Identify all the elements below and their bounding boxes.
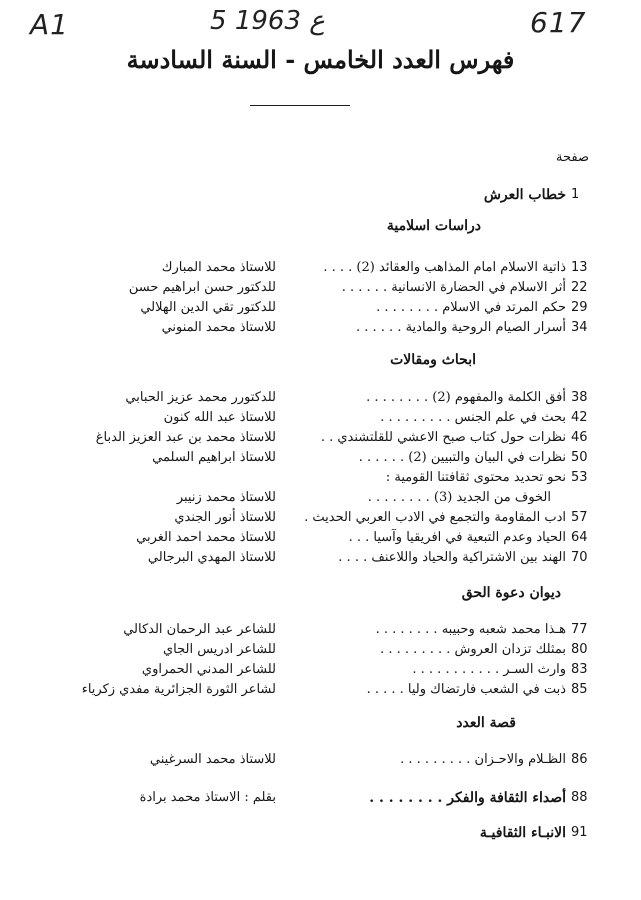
page-column-label: صفحة [556,150,589,165]
toc-entry [0,300,641,320]
entry-author: للدكتور تقي الدين الهلالي [140,300,276,315]
entry-title: نظرات حول كتاب صبح الاعشي للقلتشندي . . [320,430,566,445]
entry-page-number: 1 [571,187,580,202]
toc-entry [0,530,641,550]
entry-page-number: 22 [571,280,588,295]
entry-author: للاستاذ محمد بن عبد العزيز الدباغ [95,430,276,445]
entry-page-number: 53 [571,470,588,485]
entry-author: للدكتور حسن ابراهيم حسن [128,280,276,295]
entry-author: للاستاذ محمد المبارك [161,260,276,275]
entry-page-number: 50 [571,450,588,465]
entry-title: أصداء الثقافة والفكر . . . . . . . . [369,790,566,806]
entry-title: الظـلام والاحـزان . . . . . . . . . [400,752,566,767]
entry-title: بحث في علم الجنس . . . . . . . . . [380,410,566,425]
toc-entry [0,390,641,410]
toc-entry [0,790,641,810]
toc-entry [0,450,641,470]
entry-title: الانبـاء الثقافيـة [479,825,566,841]
toc-entry [0,260,641,280]
entry-author: للدكتورر محمد عزيز الحبابي [125,390,276,405]
entry-title: وارث السـر . . . . . . . . . . . [412,662,566,677]
entry-page-number: 86 [571,752,588,767]
toc-entry [0,642,641,662]
entry-author: بقلم : الاستاذ محمد برادة [139,790,276,805]
toc-entry [0,622,641,642]
entry-title: بمثلك تزدان العروش . . . . . . . . . [380,642,566,657]
title-divider [250,105,350,106]
toc-entry [0,550,641,570]
entry-page-number: 38 [571,390,588,405]
entry-page-number: 34 [571,320,588,335]
entry-author: للاستاذ محمد المنوني [161,320,276,335]
entry-title: خطاب العرش [483,187,566,203]
section-heading: قصة العدد [456,715,516,731]
entry-title: ذاتية الاسلام امام المذاهب والعقائد (2) . . . . [323,260,566,275]
entry-page-number: 57 [571,510,588,525]
entry-title: أثر الاسلام في الحضارة الانسانية . . . . . . [341,280,566,295]
section-heading: ديوان دعوة الحق [461,585,561,601]
toc-entry [0,280,641,300]
entry-title: الخوف من الجديد (3) . . . . . . . . [367,490,551,505]
entry-author: للشاعر عبد الرحمان الدكالي [123,622,276,637]
entry-page-number: 42 [571,410,588,425]
entry-title: الهند بين الاشتراكية والحياد واللاعنف . . . . [338,550,566,565]
entry-author: للاستاذ أنور الجندي [174,510,276,525]
entry-title: هـذا محمد شعبه وحبيبه . . . . . . . . [375,622,566,637]
handwritten-code: 617 [530,6,587,39]
entry-title: نحو تحديد محتوى ثقافتنا القومية : [385,470,566,485]
entry-page-number: 46 [571,430,588,445]
handwritten-date: 5 ع 1963 [210,6,325,36]
section-heading: ابحاث ومقالات [390,352,476,368]
entry-author: للاستاذ عبد الله كنون [163,410,276,425]
toc-entry [0,430,641,450]
entry-author: للاستاذ محمد زنيبر [176,490,276,505]
toc-entry [0,187,641,207]
entry-author: للاستاذ محمد السرغيني [149,752,276,767]
section-heading: دراسات اسلامية [386,218,481,234]
entry-title: الحياد وعدم التبعية في افريقيا وآسيا . . . [348,530,566,545]
entry-page-number: 88 [571,790,588,805]
entry-author: للشاعر المدني الحمراوي [141,662,276,677]
entry-page-number: 80 [571,642,588,657]
handwritten-a1: A1 [30,8,69,41]
toc-entry [0,752,641,772]
entry-title: نظرات في البيان والتبيين (2) . . . . . . [358,450,566,465]
toc-entry [0,510,641,530]
entry-author: للاستاذ محمد احمد الغربي [136,530,276,545]
toc-entry [0,410,641,430]
toc-entry [0,825,641,845]
entry-author: للاستاذ ابراهيم السلمي [152,450,276,465]
entry-page-number: 77 [571,622,588,637]
entry-author: لشاعر الثورة الجزائرية مفدي زكرياء [81,682,276,697]
entry-page-number: 13 [571,260,588,275]
entry-page-number: 83 [571,662,588,677]
toc-entry [0,682,641,702]
entry-title: ادب المقاومة والتجمع في الادب العربي الحديث . [304,510,566,525]
entry-page-number: 70 [571,550,588,565]
toc-entry [0,470,641,490]
entry-page-number: 91 [571,825,588,840]
entry-author: للاستاذ المهدي البرجالي [147,550,276,565]
entry-page-number: 29 [571,300,588,315]
entry-title: أفق الكلمة والمفهوم (2) . . . . . . . . [366,390,566,405]
toc-entry [0,320,641,340]
entry-title: حكم المرتد في الاسلام . . . . . . . . [376,300,566,315]
toc-entry [0,662,641,682]
entry-page-number: 85 [571,682,588,697]
entry-page-number: 64 [571,530,588,545]
entry-title: أسرار الصيام الروحية والمادية . . . . . . [356,320,566,335]
toc-entry [0,490,641,510]
page-title: فهرس العدد الخامس - السنة السادسة [126,45,515,74]
entry-author: للشاعر ادريس الجاي [163,642,276,657]
entry-title: ذبت في الشعب فارتضاك وليا . . . . . [366,682,566,697]
